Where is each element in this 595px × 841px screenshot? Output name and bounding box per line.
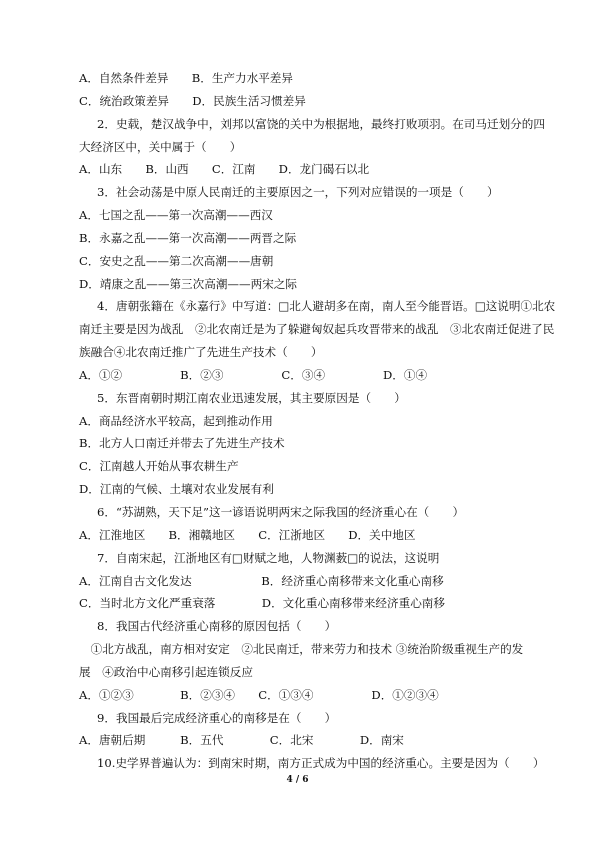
text-line: B．北方人口南迁并带去了先进生产技术 xyxy=(79,436,285,450)
text-line: 5．东晋南朝时期江南农业迅速发展，其主要原因是（ ） xyxy=(97,391,406,405)
text-line: B．永嘉之乱——第一次高潮——两晋之际 xyxy=(79,231,297,245)
text-line: A．①②③ B．②③④ C．①③④ D．①②③④ xyxy=(79,688,439,702)
text-line: 南迁主要是因为战乱 ②北农南迁是为了躲避匈奴起兵攻晋带来的战乱 ③北农南迁促进了民 xyxy=(79,322,555,336)
text-line: A．①② B．②③ C．③④ D．①④ xyxy=(79,368,428,382)
text-line: A．唐朝后期 B．五代 C．北宋 D．南宋 xyxy=(79,733,404,747)
text-line: C．安史之乱——第二次高潮——唐朝 xyxy=(79,254,274,268)
text-line: 6．“苏湖熟，天下足”这一谚语说明两宋之际我国的经济重心在（ ） xyxy=(97,505,465,519)
text-line: 3．社会动荡是中原人民南迁的主要原因之一，下列对应错误的一项是（ ） xyxy=(97,185,499,199)
text-line: A．山东 B．山西 C．江南 D．龙门碣石以北 xyxy=(79,162,370,176)
text-line: C．江南越人开始从事农耕生产 xyxy=(79,459,239,473)
page-number: 4 / 6 xyxy=(286,775,309,785)
text-line: D．江南的气候、土壤对农业发展有利 xyxy=(79,482,274,496)
text-line: A．江南自古文化发达 B．经济重心南移带来文化重心南移 xyxy=(79,574,444,588)
text-line: A．七国之乱——第一次高潮——西汉 xyxy=(79,208,273,222)
text-line: C．当时北方文化严重衰落 D．文化重心南移带来经济重心南移 xyxy=(79,596,445,610)
text-line: 族融合④北农南迁推广了先进生产技术（ ） xyxy=(79,345,323,359)
text-line: D．靖康之乱——第三次高潮——两宋之际 xyxy=(79,277,297,291)
text-line: 8．我国古代经济重心南移的原因包括（ ） xyxy=(97,619,337,633)
text-line: 2．史载，楚汉战争中，刘邦以富饶的关中为根据地，最终打败项羽。在司马迁划分的四 xyxy=(97,117,545,131)
text-line: 9．我国最后完成经济重心的南移是在（ ） xyxy=(97,711,337,725)
text-line: C．统治政策差异 D．民族生活习惯差异 xyxy=(79,94,306,108)
text-line: A．商品经济水平较高，起到推动作用 xyxy=(79,414,273,428)
text-line: A．江淮地区 B．湘赣地区 C．江浙地区 D．关中地区 xyxy=(79,528,416,542)
text-line: ①北方战乱，南方相对安定 ②北民南迁，带来劳力和技术 ③统治阶级重视生产的发 xyxy=(79,642,524,656)
text-line: 7．自南宋起，江浙地区有□财赋之地，人物渊薮□的说法，这说明 xyxy=(97,551,440,565)
text-line: 大经济区中，关中属于（ ） xyxy=(79,140,242,154)
text-line: 4．唐朝张籍在《永嘉行》中写道：□北人避胡多在南，南人至今能晋语。□这说明①北农 xyxy=(97,299,556,313)
text-line: 展 ④政治中心南移引起连锁反应 xyxy=(79,665,253,679)
text-line: 10.史学界普遍认为：到南宋时期，南方正式成为中国的经济重心。主要是因为（ ） xyxy=(97,756,545,770)
text-line: A．自然条件差异 B．生产力水平差异 xyxy=(79,71,293,85)
